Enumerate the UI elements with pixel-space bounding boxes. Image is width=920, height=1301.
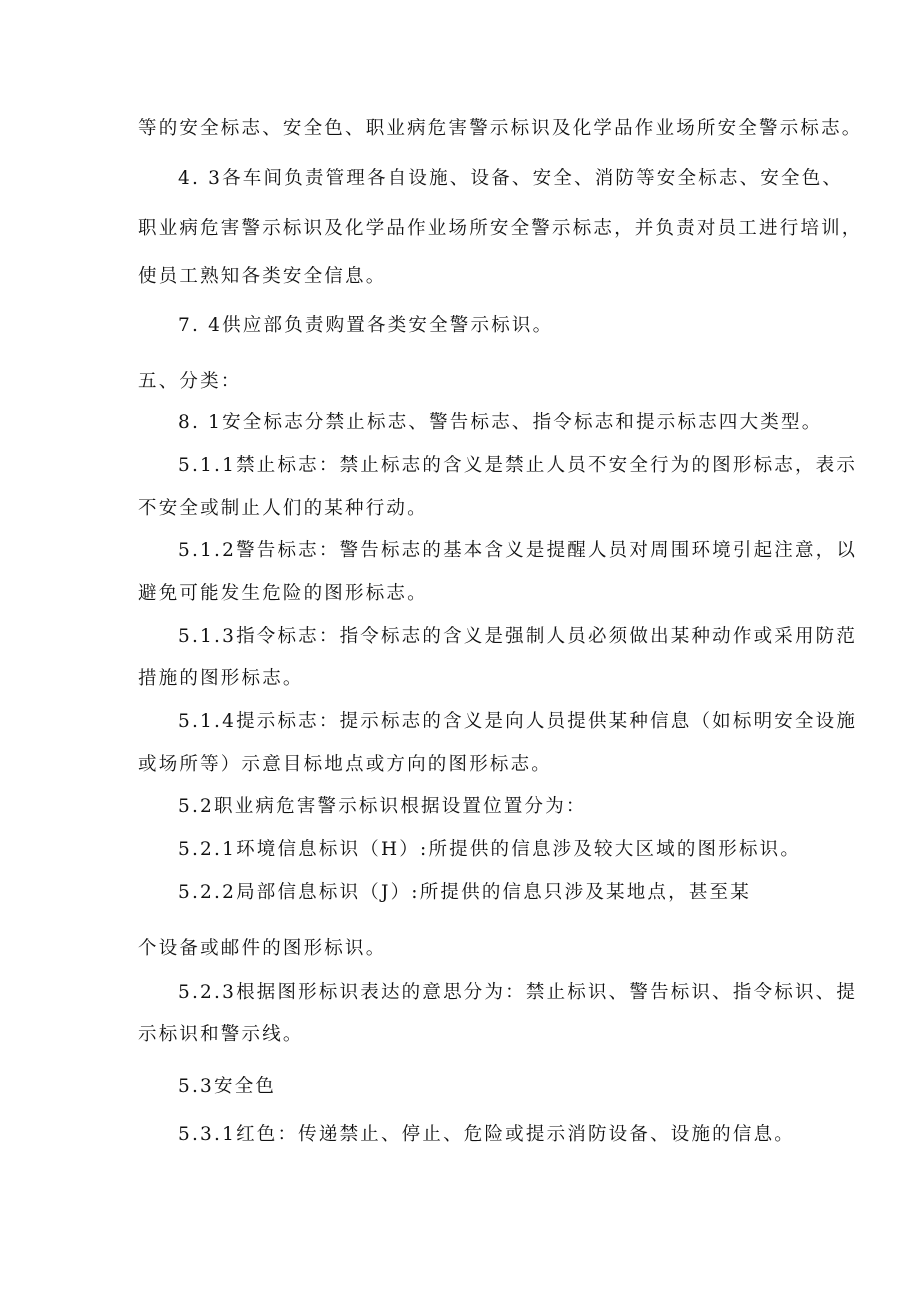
paragraph-line: 使员工熟知各类安全信息。 (138, 266, 387, 287)
paragraph-line: 等的安全标志、安全色、职业病危害警示标识及化学品作业场所安全警示标志。 (138, 118, 863, 139)
paragraph-line: 4. 3各车间负责管理各自设施、设备、安全、消防等安全标志、安全色、 (178, 168, 844, 189)
paragraph-line: 职业病危害警示标识及化学品作业场所安全警示标志，并负责对员工进行培训， (138, 218, 863, 239)
paragraph-line: 5.2职业病危害警示标识根据设置位置分为： (178, 796, 587, 817)
section-heading: 五、分类： (138, 371, 242, 392)
paragraph-line: 个设备或邮件的图形标识。 (138, 938, 387, 959)
paragraph-line: 5.1.4提示标志：提示标志的含义是向人员提供某种信息（如标明安全设施 (178, 711, 858, 732)
paragraph-line: 5.3.1红色：传递禁止、停止、危险或提示消防设备、设施的信息。 (178, 1124, 795, 1145)
paragraph-line: 5.2.1环境信息标识（H）:所提供的信息涉及较大区域的图形标识。 (178, 839, 802, 860)
paragraph-line: 5.1.3指令标志：指令标志的含义是强制人员必须做出某种动作或采用防范 (178, 626, 858, 647)
paragraph-line: 示标识和警示线。 (138, 1024, 304, 1045)
paragraph-line: 或场所等）示意目标地点或方向的图形标志。 (138, 754, 553, 775)
paragraph-line: 措施的图形标志。 (138, 668, 304, 689)
paragraph-line: 避免可能发生危险的图形标志。 (138, 583, 428, 604)
paragraph-line: 5.2.2局部信息标识（J）:所提供的信息只涉及某地点，甚至某 (178, 882, 751, 903)
paragraph-line: 7. 4供应部负责购置各类安全警示标识。 (178, 315, 554, 336)
paragraph-line: 8. 1安全标志分禁止标志、警告标志、指令标志和提示标志四大类型。 (178, 412, 823, 433)
paragraph-line: 5.1.2警告标志：警告标志的基本含义是提醒人员对周围环境引起注意，以 (178, 540, 858, 561)
paragraph-line: 5.1.1禁止标志：禁止标志的含义是禁止人员不安全行为的图形标志，表示 (178, 455, 858, 476)
paragraph-line: 5.2.3根据图形标识表达的意思分为：禁止标识、警告标识、指令标识、提 (178, 982, 858, 1003)
paragraph-line: 5.3安全色 (178, 1076, 277, 1097)
paragraph-line: 不安全或制止人们的某种行动。 (138, 498, 428, 519)
